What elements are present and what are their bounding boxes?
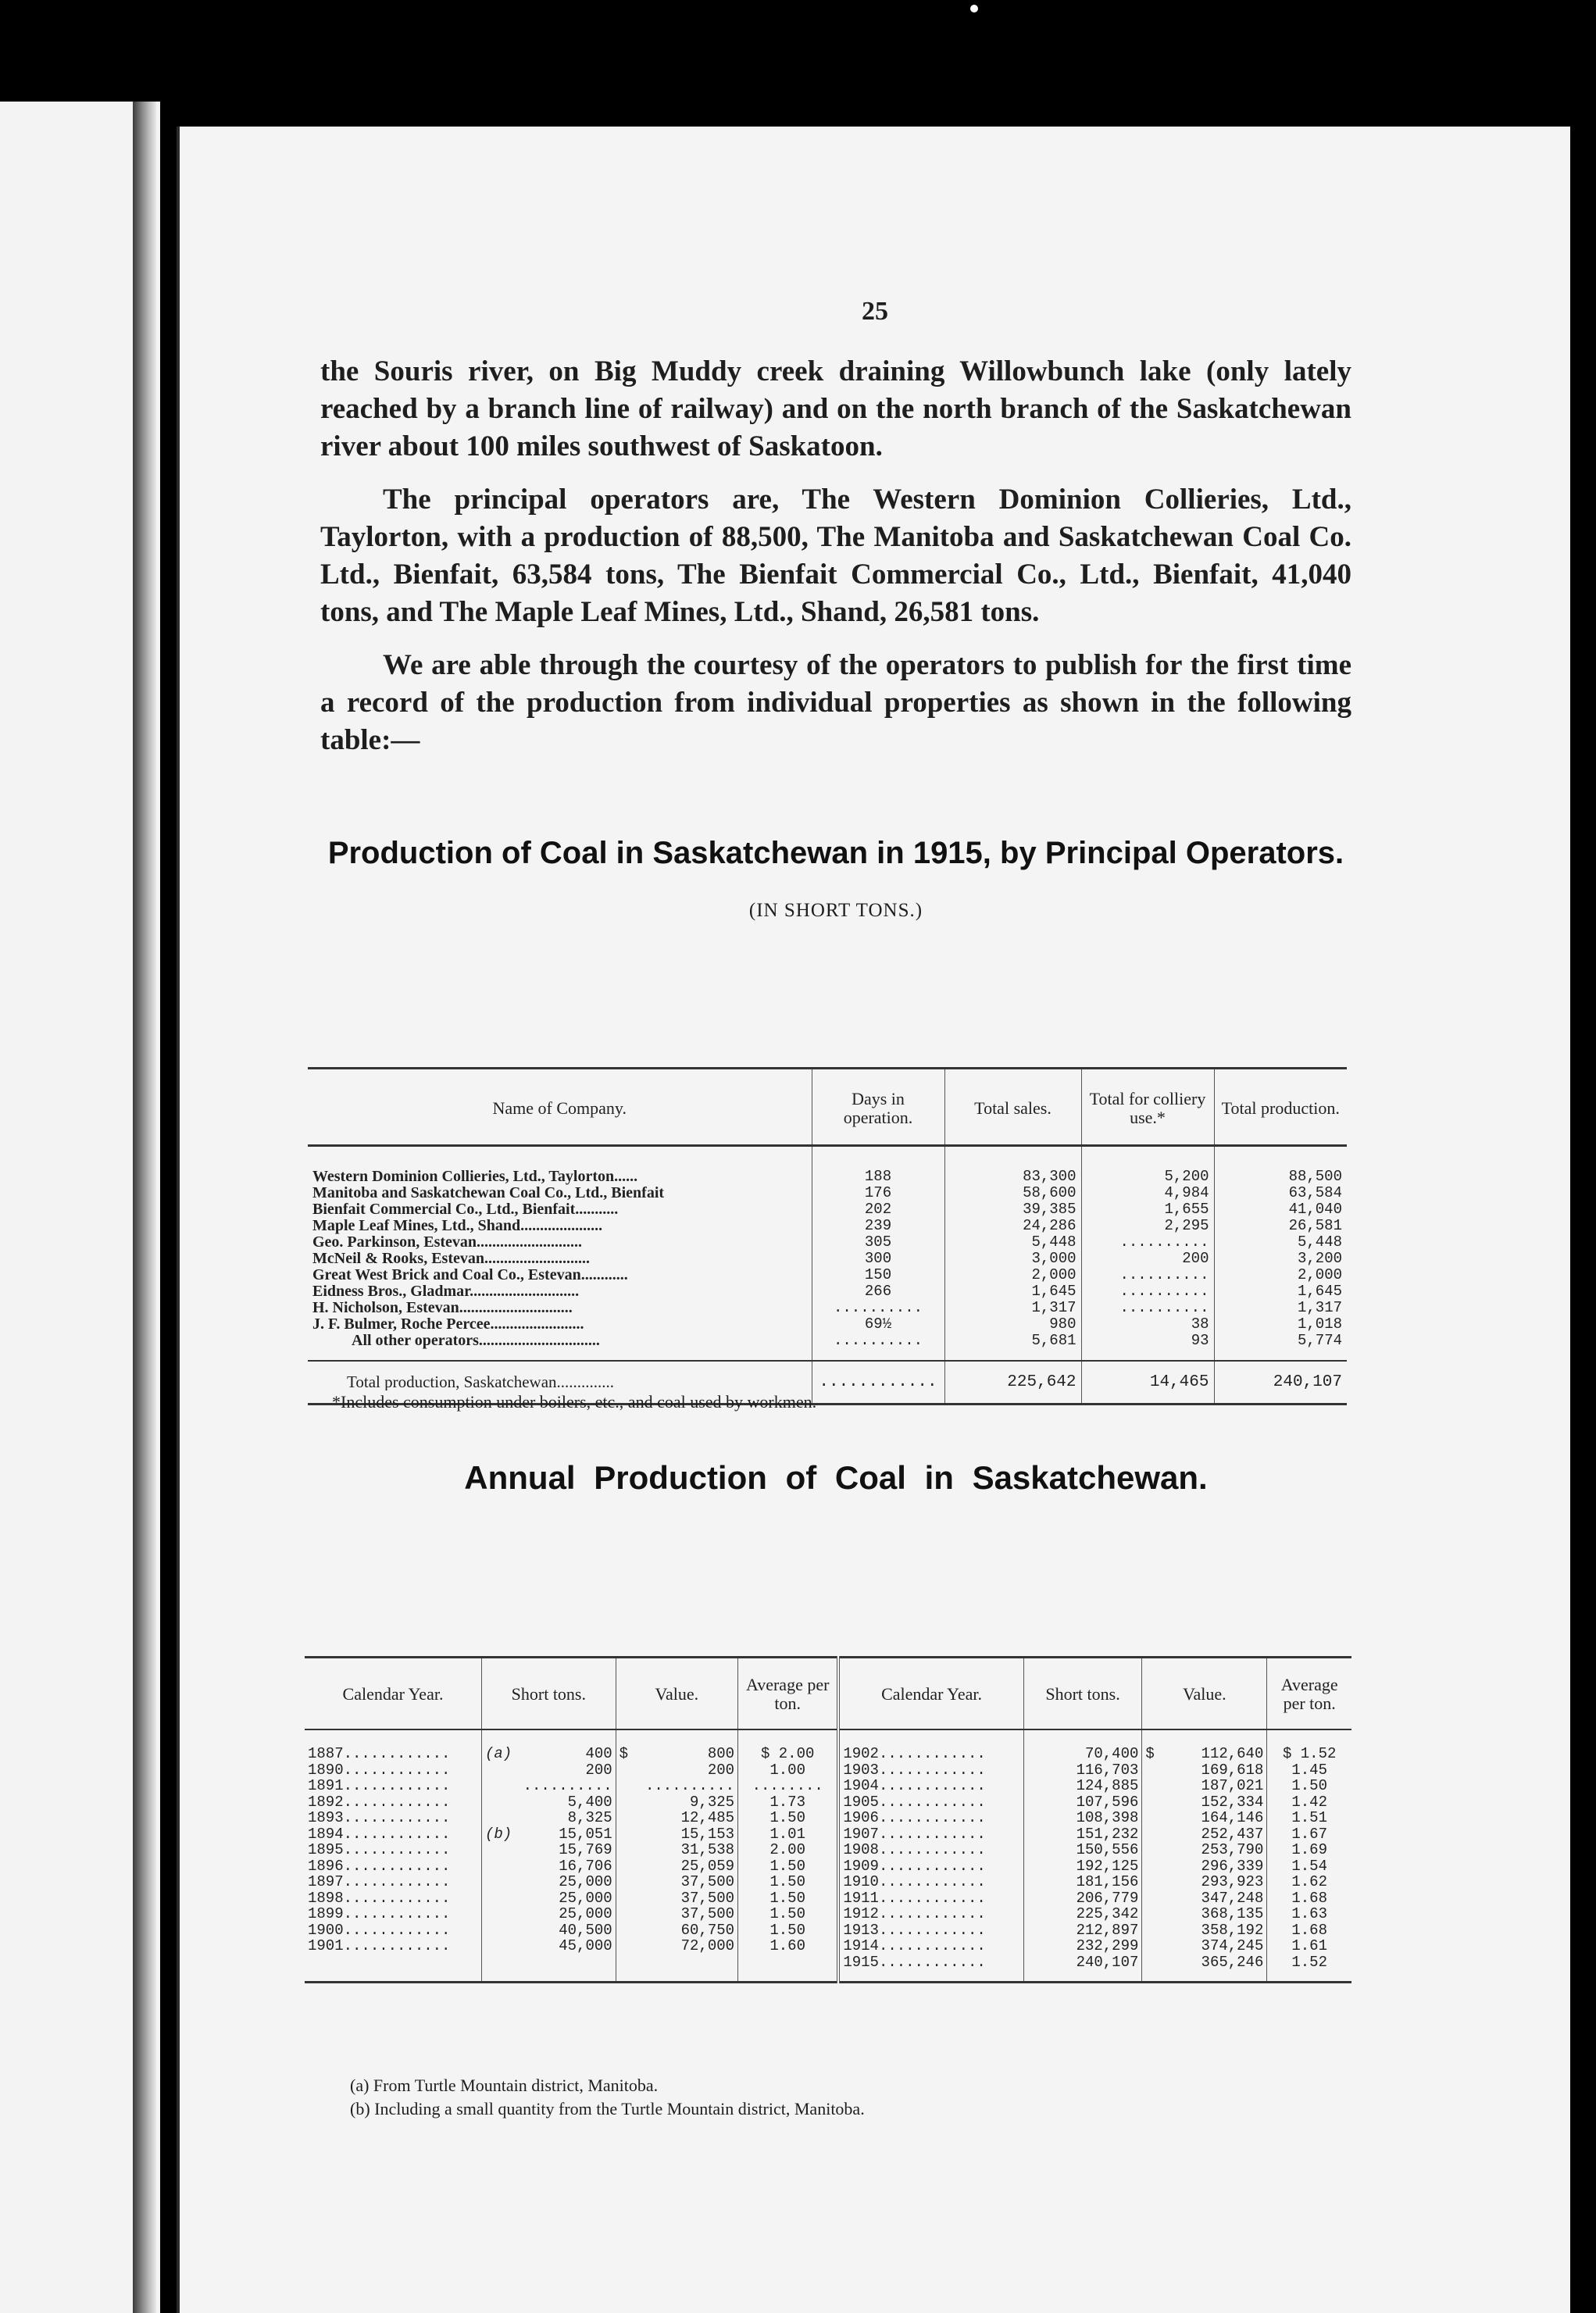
cell-value: 347,248 [1201,1890,1264,1906]
cell-average: 1.61 [1291,1938,1327,1954]
table2-title: Annual Production of Coal in Saskatchewan. [464,1459,1208,1496]
cell-days: 305 [864,1234,892,1251]
cell-tons: 212,897 [1076,1922,1139,1938]
cell-average: 1.50 [769,1922,805,1938]
cell-dollar [1145,1778,1166,1794]
cell-year: 1910............ [843,1874,986,1890]
header-year-right: Calendar Year. [838,1658,1023,1730]
cell-average: 1.50 [769,1858,805,1874]
cell-colliery: .......... [1119,1300,1209,1316]
cell-sales: 58,600 [1023,1185,1076,1201]
cell-average: 1.42 [1291,1794,1327,1810]
header-name: Name of Company. [308,1069,812,1146]
cell-note [485,1906,513,1922]
cell-dollar [1145,1842,1166,1858]
cell-value: 374,245 [1201,1938,1264,1954]
cell-year: 1901............ [308,1938,451,1954]
cell-value: 31,538 [680,1842,735,1858]
cell-average: 1.45 [1291,1762,1327,1778]
cell-colliery: 93 [1191,1333,1209,1349]
cell-note [485,1842,513,1858]
cell-days: 239 [864,1218,892,1234]
cell-days: 202 [864,1201,892,1218]
cell-average: $ 2.00 [760,1746,815,1762]
total-label: Total production, Saskatchewan.............. [347,1374,615,1390]
table-row-name: Bienfait Commercial Co., Ltd., Bienfait........... [312,1201,619,1218]
cell-colliery: 200 [1182,1251,1209,1267]
cell-value: 296,339 [1201,1858,1264,1874]
header-tons-left: Short tons. [481,1658,616,1730]
cell-tons: 15,769 [559,1842,612,1858]
header-days: Days in operation. [812,1069,944,1146]
cell-average: 1.50 [769,1890,805,1906]
cell-average: 1.50 [769,1906,805,1922]
table-row-name: H. Nicholson, Estevan............................. [312,1300,573,1316]
cell-sales: 980 [1049,1316,1076,1333]
cell-average: 1.51 [1291,1810,1327,1826]
cell-dollar [1145,1762,1166,1779]
cell-colliery: 38 [1191,1316,1209,1333]
cell-note [485,1938,513,1954]
cell-tons: 8,325 [567,1810,612,1826]
cell-value: 358,192 [1201,1922,1264,1938]
cell-sales: 1,645 [1031,1283,1076,1300]
cell-average: 1.73 [769,1794,805,1810]
cell-note [485,1778,513,1794]
header-colliery: Total for colliery use.* [1081,1069,1214,1146]
total-production: 240,107 [1214,1361,1347,1405]
total-sales: 225,642 [944,1361,1081,1405]
cell-average: 1.50 [769,1874,805,1890]
page [177,127,1570,2313]
cell-dollar [619,1922,636,1939]
cell-value: 187,021 [1201,1778,1264,1794]
cell-year: 1896............ [308,1858,451,1874]
cell-days: 150 [864,1267,892,1283]
cell-year: 1899............ [308,1906,451,1922]
cell-note [485,1874,513,1890]
cell-tons: 25,000 [559,1890,612,1906]
cell-production: 1,645 [1297,1283,1342,1300]
cell-sales: 39,385 [1023,1201,1076,1218]
cell-tons: 25,000 [559,1906,612,1922]
cell-average: 1.50 [1291,1778,1327,1794]
cell-note: (b) [484,1826,512,1842]
cell-value: 200 [707,1762,735,1778]
table-row-name: Eidness Bros., Gladmar............................ [312,1283,580,1300]
header-avg-right: Average per ton. [1267,1658,1351,1730]
cell-year: 1906............ [843,1810,986,1826]
header-production: Total production. [1214,1069,1347,1146]
cell-sales: 5,448 [1031,1234,1076,1251]
cell-tons: 206,779 [1076,1890,1139,1906]
cell-sales: 1,317 [1031,1300,1076,1316]
cell-production: 1,018 [1297,1316,1342,1333]
cell-year: 1898............ [308,1890,451,1906]
cell-colliery: 4,984 [1164,1185,1209,1201]
scan-speck [970,5,978,12]
cell-year: 1892............ [308,1794,451,1810]
cell-tons: 192,125 [1076,1858,1139,1874]
cell-note [485,1762,513,1779]
cell-days: .......... [833,1333,923,1349]
cell-tons: 225,342 [1076,1906,1139,1922]
cell-dollar [619,1810,636,1826]
cell-average: 1.62 [1291,1874,1327,1890]
cell-colliery: 5,200 [1164,1169,1209,1185]
cell-year: 1911............ [843,1890,986,1906]
cell-year: 1894............ [308,1826,451,1842]
paragraph-1: the Souris river, on Big Muddy creek draining Willowbunch lake (only lately reached by a branch line of railway) and on the north branch of the Saskatchewan river about 100 miles southwest of Saskatoon. [320,355,1351,462]
table-row-name: All other operators............................... [352,1333,600,1349]
cell-year: 1904............ [843,1778,986,1794]
cell-dollar [1145,1890,1166,1907]
cell-production: 2,000 [1297,1267,1342,1283]
cell-tons: 25,000 [559,1874,612,1890]
cell-dollar [1145,1906,1166,1922]
cell-year: 1887............ [308,1746,451,1762]
cell-average: 1.69 [1291,1842,1327,1858]
cell-year: 1909............ [843,1858,986,1874]
cell-value: 37,500 [680,1906,735,1922]
cell-year: 1897............ [308,1874,451,1890]
cell-production: 63,584 [1288,1185,1342,1201]
total-colliery: 14,465 [1081,1361,1214,1405]
cell-dollar [619,1906,636,1922]
cell-value: 37,500 [680,1874,735,1890]
cell-tons: 116,703 [1076,1762,1139,1778]
cell-colliery: .......... [1119,1283,1209,1300]
cell-average: 1.00 [769,1762,805,1778]
table1-footnote: *Includes consumption under boilers, etc., and coal used by workmen. [332,1392,817,1412]
cell-year: 1915............ [843,1954,986,1970]
cell-year: 1900............ [308,1922,451,1938]
cell-note: (a) [484,1746,512,1762]
cell-production: 3,200 [1297,1251,1342,1267]
cell-colliery: 2,295 [1164,1218,1209,1234]
cell-average: 1.60 [769,1938,805,1954]
cell-note [485,1810,513,1826]
cell-value: 15,153 [680,1826,735,1842]
cell-dollar [619,1842,636,1858]
cell-tons: .......... [523,1778,612,1794]
cell-tons: 200 [585,1762,612,1778]
cell-tons: 124,885 [1076,1778,1139,1794]
header-avg-left: Average per ton. [738,1658,839,1730]
table-row-name: Great West Brick and Coal Co., Estevan............ [312,1267,628,1283]
cell-dollar [1145,1938,1166,1954]
cell-average: 1.68 [1291,1890,1327,1906]
cell-sales: 3,000 [1031,1251,1076,1267]
cell-value: 152,334 [1201,1794,1264,1810]
annual-production-table [305,1656,1351,1983]
cell-year: 1891............ [308,1778,451,1794]
cell-tons: 151,232 [1076,1826,1139,1842]
cell-dollar [619,1874,636,1890]
cell-dollar: $ [619,1746,629,1762]
cell-sales: 83,300 [1023,1169,1076,1185]
table2-data-block [305,1729,1351,1983]
table-row-name: Western Dominion Collieries, Ltd., Taylorton...... [312,1169,638,1185]
body-text [320,353,1351,775]
cell-average: 2.00 [769,1842,805,1858]
cell-year: 1914............ [843,1938,986,1954]
cell-average: 1.52 [1291,1954,1327,1970]
cell-average: $ 1.52 [1282,1746,1337,1762]
cell-tons: 400 [585,1746,612,1762]
cell-note [485,1922,513,1939]
cell-year: 1905............ [843,1794,986,1810]
cell-days: 266 [864,1283,892,1300]
paragraph-3: We are able through the courtesy of the operators to publish for the first time a record of the production from individual properties as shown in the following table:— [320,649,1351,756]
cell-tons: 70,400 [1084,1746,1139,1762]
cell-colliery: 1,655 [1164,1201,1209,1218]
cell-dollar [1145,1954,1166,1971]
cell-value: 9,325 [690,1794,735,1810]
cell-dollar [619,1858,636,1875]
header-value-right: Value. [1142,1658,1267,1730]
cell-sales: 5,681 [1031,1333,1076,1349]
cell-production: 26,581 [1288,1218,1342,1234]
cell-production: 88,500 [1288,1169,1342,1185]
cell-tons: 107,596 [1076,1794,1139,1810]
book-spine-shadow [133,102,156,2313]
cell-value: 293,923 [1201,1874,1264,1890]
cell-days: .......... [833,1300,923,1316]
cell-dollar [619,1762,636,1779]
table-row-name: J. F. Bulmer, Roche Percee........................ [312,1316,584,1333]
cell-dollar [1145,1858,1166,1875]
cell-sales: 24,286 [1023,1218,1076,1234]
cell-dollar [1145,1810,1166,1826]
cell-average: 1.01 [769,1826,805,1842]
table1-subtitle: (IN SHORT TONS.) [748,900,923,921]
cell-dollar [1145,1922,1166,1939]
cell-value: 368,135 [1201,1906,1264,1922]
cell-average: 1.50 [769,1810,805,1826]
header-tons-right: Short tons. [1023,1658,1142,1730]
cell-tons: 150,556 [1076,1842,1139,1858]
table-row-name: Maple Leaf Mines, Ltd., Shand..................... [312,1218,603,1234]
cell-value: 252,437 [1201,1826,1264,1842]
cell-note [485,1890,513,1907]
cell-dollar [1145,1794,1166,1811]
cell-dollar [619,1890,636,1907]
cell-value: 72,000 [680,1938,735,1954]
operators-table [308,1067,1347,1405]
cell-value: 169,618 [1201,1762,1264,1778]
cell-year: 1903............ [843,1762,986,1778]
cell-tons: 15,051 [559,1826,612,1842]
cell-tons: 181,156 [1076,1874,1139,1890]
cell-days: 176 [864,1185,892,1201]
cell-year: 1893............ [308,1810,451,1826]
cell-note [485,1794,513,1811]
paragraph-2: The principal operators are, The Western Dominion Collieries, Ltd., Taylorton, with a production of 88,500, The Manitoba and Saskatchewan Coal Co. Ltd., Bienfait, 63,584 tons, The Bienfait Commercial Co., Ltd., Bienfait, 41,040 tons, and The Maple Leaf Mines, Ltd., Shand, 26,581 tons. [320,484,1351,628]
table2-header-row [305,1658,1351,1730]
cell-production: 1,317 [1297,1300,1342,1316]
cell-dollar [1145,1826,1166,1843]
cell-production: 41,040 [1288,1201,1342,1218]
cell-dollar [619,1826,636,1843]
cell-value: 800 [707,1746,735,1762]
cell-production: 5,774 [1297,1333,1342,1349]
cell-tons: 16,706 [559,1858,612,1874]
table1-header-row [308,1069,1347,1146]
cell-average: ........ [752,1778,823,1794]
cell-sales: 2,000 [1031,1267,1076,1283]
cell-tons: 40,500 [559,1922,612,1938]
cell-year: 1895............ [308,1842,451,1858]
cell-colliery: .......... [1119,1267,1209,1283]
cell-year: 1902............ [843,1746,986,1762]
cell-tons: 108,398 [1076,1810,1139,1826]
cell-production: 5,448 [1297,1234,1342,1251]
cell-value: 37,500 [680,1890,735,1906]
cell-dollar [619,1794,636,1811]
table1-data-block [308,1146,1347,1362]
cell-days: 188 [864,1169,892,1185]
cell-tons: 5,400 [567,1794,612,1810]
cell-note [485,1858,513,1875]
cell-days: 300 [864,1251,892,1267]
table2-note-b: (b) Including a small quantity from the Turtle Mountain district, Manitoba. [350,2099,865,2118]
cell-value: 60,750 [680,1922,735,1938]
cell-tons: 232,299 [1076,1938,1139,1954]
cell-value: 25,059 [680,1858,735,1874]
cell-colliery: .......... [1119,1234,1209,1251]
table-row-name: Manitoba and Saskatchewan Coal Co., Ltd., Bienfait [312,1185,665,1201]
cell-year: 1890............ [308,1762,451,1778]
cell-year: 1912............ [843,1906,986,1922]
cell-year: 1908............ [843,1842,986,1858]
cell-average: 1.54 [1291,1858,1327,1874]
cell-average: 1.68 [1291,1922,1327,1938]
table-row-name: McNeil & Rooks, Estevan........................... [312,1251,590,1267]
cell-tons: 240,107 [1076,1954,1139,1970]
table1-title: Production of Coal in Saskatchewan in 1915, by Principal Operators. [327,836,1344,870]
cell-tons: 45,000 [559,1938,612,1954]
page-number: 25 [862,297,888,326]
cell-value: 12,485 [680,1810,735,1826]
header-value-left: Value. [616,1658,737,1730]
table-row-name: Geo. Parkinson, Estevan........................... [312,1234,583,1251]
cell-year: 1913............ [843,1922,986,1938]
cell-year: 1907............ [843,1826,986,1842]
table2-note-a: (a) From Turtle Mountain district, Manitoba. [350,2076,659,2095]
cell-value: .......... [645,1778,735,1794]
cell-value: 253,790 [1201,1842,1264,1858]
header-year-left: Calendar Year. [305,1658,481,1730]
cell-value: 112,640 [1201,1746,1264,1762]
cell-dollar [619,1778,636,1794]
cell-days: 69½ [864,1316,892,1333]
cell-dollar [619,1938,636,1954]
cell-value: 365,246 [1201,1954,1264,1970]
cell-average: 1.67 [1291,1826,1327,1842]
cell-dollar: $ [1145,1746,1155,1762]
cell-dollar [1145,1874,1166,1890]
total-days: ............ [812,1361,944,1405]
cell-average: 1.63 [1291,1906,1327,1922]
cell-value: 164,146 [1201,1810,1264,1826]
header-sales: Total sales. [944,1069,1081,1146]
